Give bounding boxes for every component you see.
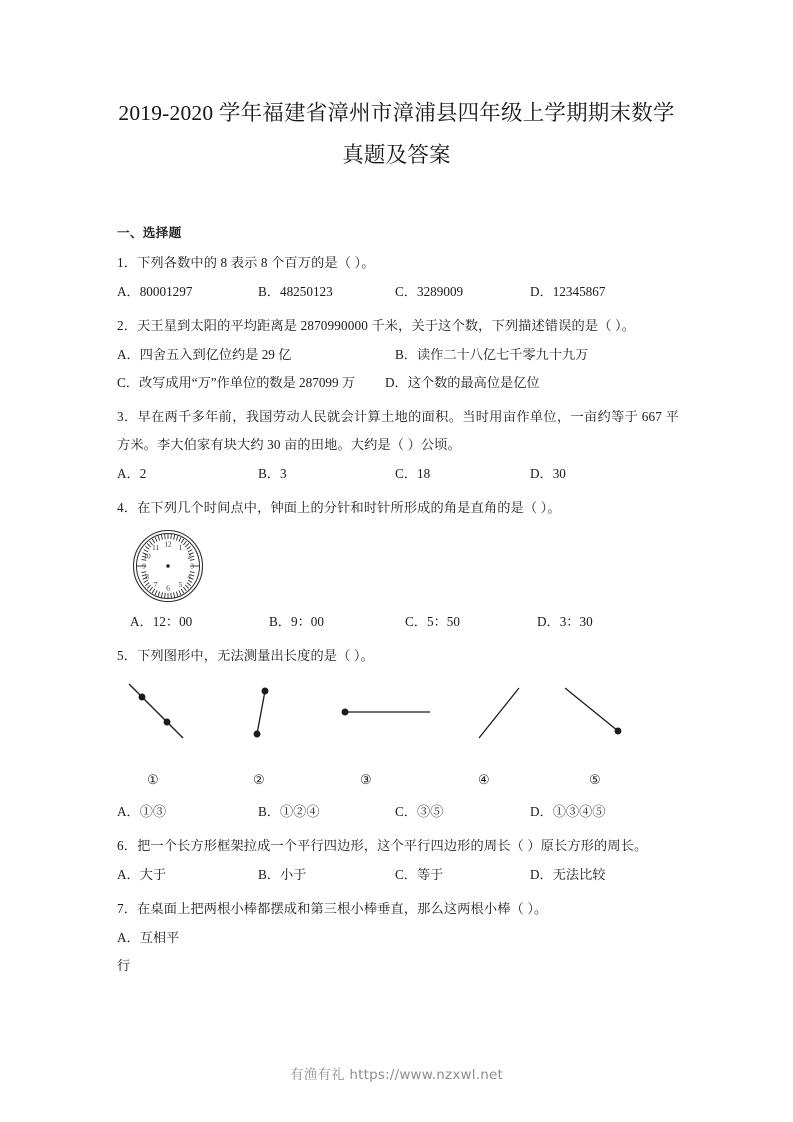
question-1-option-a[interactable]: A．80001297 [117,284,193,299]
question-6-options [117,861,679,889]
question-6-option-b[interactable]: B．小于 [258,867,307,882]
question-6-option-d[interactable]: D．无法比较 [530,867,606,882]
figure-1-line [129,684,183,738]
question-4-option-c[interactable]: C．5：50 [405,614,460,629]
question-3-stem: 3．早在两千多年前，我国劳动人民就会计算土地的面积。当时用亩作单位，一亩约等于 667 平方米。李大伯家有块大约 30 亩的田地。大约是（ ）公顷。 [117,409,679,452]
exam-body [117,222,679,980]
question-6-stem: 6．把一个长方形框架拉成一个平行四边形，这个平行四边形的周长（ ）原长方形的周长。 [117,838,648,853]
question-4-stem: 4．在下列几个时间点中，钟面上的分针和时针所形成的角是直角的是（ ）。 [117,500,561,515]
clock-face-icon [131,528,205,604]
question-1-options [117,278,679,306]
line-figures-group [117,676,679,772]
svg-text:3: 3 [190,562,194,571]
question-5-stem: 5．下列图形中，无法测量出长度的是（ ）。 [117,648,375,663]
svg-text:6: 6 [166,584,170,593]
question-6-option-c[interactable]: C．等于 [395,867,444,882]
question-4-figure [117,526,679,608]
figure-label-3: ③ [360,772,372,787]
question-6-option-a[interactable]: A．大于 [117,867,167,882]
question-2-option-d[interactable]: D．这个数的最高位是亿位 [385,375,540,390]
question-2-stem: 2．天王星到太阳的平均距离是 2870990000 千米，关于这个数，下列描述错误的是（ ）。 [117,318,636,333]
figure-2-segment [254,688,268,737]
question-4-option-a[interactable]: A．12：00 [130,614,193,629]
svg-text:9: 9 [142,562,146,571]
question-3-option-c[interactable]: C．18 [395,466,431,481]
question-7-option-a-continued: 行 [117,958,131,973]
question-3-options [117,460,679,488]
section-heading: 一、选择题 [117,226,182,240]
question-4-options [117,608,679,636]
question-1-option-d[interactable]: D．12345867 [530,284,606,299]
question-1-stem: 1．下列各数中的 8 表示 8 个百万的是（ ）。 [117,255,375,270]
question-7-stem: 7．在桌面上把两根小棒都摆成和第三根小棒垂直，那么这两根小棒（ ）。 [117,901,548,916]
figure-label-1: ① [147,772,159,787]
question-1-option-c[interactable]: C．3289009 [395,284,464,299]
question-5-figure-labels [117,772,679,798]
question-3-option-a[interactable]: A．2 [117,466,147,481]
question-5-figure [117,676,679,772]
svg-text:5: 5 [178,581,183,590]
footer-watermark: 有渔有礼 https://www.nzxwl.net [290,1067,503,1083]
svg-text:1: 1 [178,543,183,552]
question-2-option-c[interactable]: C．改写成用“万”作单位的数是 287099 万 [117,375,356,390]
figure-4-line [479,688,519,738]
question-3-option-d[interactable]: D．30 [530,466,566,481]
figure-label-2: ② [253,772,265,787]
question-7-options-row2 [117,952,679,980]
question-3-option-b[interactable]: B．3 [258,466,287,481]
question-5-options [117,798,679,826]
question-4-option-d[interactable]: D．3：30 [537,614,593,629]
question-2-options-row2 [117,369,679,397]
question-5-option-c[interactable]: C．③⑤ [395,804,444,819]
question-5-option-a[interactable]: A．①③ [117,804,167,819]
page-title-line1: 2019-2020 学年福建省漳州市漳浦县四年级上学期期末数学 [118,101,675,125]
figure-5-ray [565,688,621,734]
figure-3-ray [342,709,430,715]
svg-text:11: 11 [152,543,160,552]
question-2-options-row1 [117,341,679,369]
figure-label-4: ④ [478,772,490,787]
page-title-line2: 真题及答案 [342,143,451,167]
svg-text:8: 8 [145,572,149,581]
svg-text:12: 12 [164,540,172,549]
question-2-option-b[interactable]: B．读作二十八亿七千零九十九万 [395,347,589,362]
question-1-option-b[interactable]: B．48250123 [258,284,333,299]
question-5-option-d[interactable]: D．①③④⑤ [530,804,606,819]
question-7-option-a[interactable]: A．互相平 [117,930,180,945]
svg-text:7: 7 [153,581,158,590]
page-title [95,92,698,176]
question-5-option-b[interactable]: B．①②④ [258,804,320,819]
question-7-options-row1 [117,924,679,952]
svg-text:2: 2 [187,552,191,561]
svg-text:4: 4 [187,572,191,581]
question-4-option-b[interactable]: B．9：00 [269,614,324,629]
svg-text:10: 10 [143,552,151,561]
question-2-option-a[interactable]: A．四舍五入到亿位约是 29 亿 [117,347,292,362]
figure-label-5: ⑤ [589,772,601,787]
